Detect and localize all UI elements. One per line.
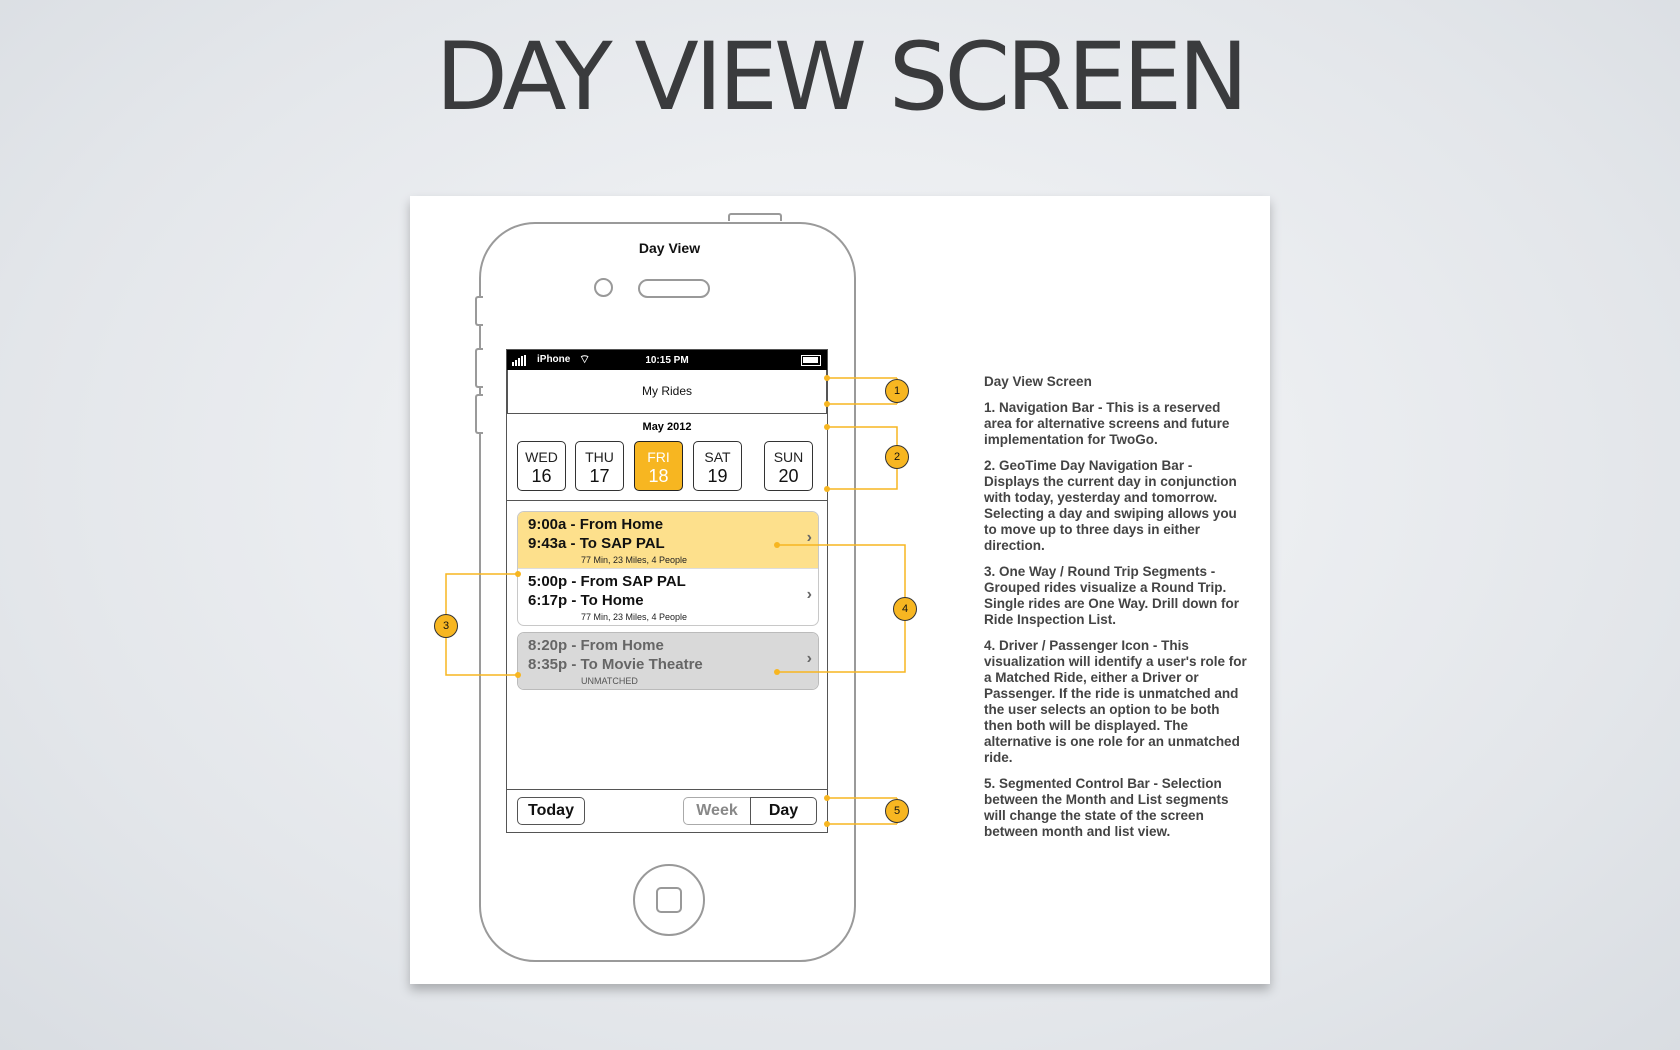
one-way-group xyxy=(517,632,819,690)
day-date: 19 xyxy=(707,466,728,486)
speaker-icon xyxy=(638,279,710,298)
description-heading: Day View Screen xyxy=(984,374,1092,389)
month-label: May 2012 xyxy=(642,421,692,433)
day-button-wed[interactable] xyxy=(517,441,566,491)
day-name: FRI xyxy=(647,449,670,465)
day-button-thu[interactable] xyxy=(575,441,624,491)
chevron-right-icon: › xyxy=(806,529,812,546)
status-time: 10:15 PM xyxy=(645,355,689,366)
description-item: 3. One Way / Round Trip Segments - Grouped rides visualize a Round Trip. Single rides are One Way. Drill down for Ride Inspection List. xyxy=(984,564,1240,627)
camera-icon xyxy=(594,278,613,297)
chevron-right-icon: › xyxy=(806,586,812,603)
callout-badge-3: 3 xyxy=(434,614,458,638)
description-item: 4. Driver / Passenger Icon - This visualization will identify a user's role for a Matched Ride, either a Driver or Passenger. If the ride is unmatched and the user selects an option to be both then both will be displayed. The alternative is one role for an unmatched ride. xyxy=(984,638,1247,765)
day-date: 18 xyxy=(648,466,669,486)
ride-arrival: 9:43a - To SAP PAL xyxy=(528,535,665,552)
ride-arrival: 8:35p - To Movie Theatre xyxy=(528,656,703,673)
view-segmented-control xyxy=(683,797,817,825)
divider xyxy=(507,500,827,501)
ride-status: UNMATCHED xyxy=(581,676,638,686)
ride-arrival: 6:17p - To Home xyxy=(528,592,644,609)
description-item: 1. Navigation Bar - This is a reserved area for alternative screens and future implementation for TwoGo. xyxy=(984,400,1230,447)
phone-screen xyxy=(506,349,828,833)
home-button[interactable] xyxy=(633,864,705,936)
callout-badge-1: 1 xyxy=(885,379,909,403)
chevron-right-icon: › xyxy=(806,650,812,667)
day-button-fri[interactable] xyxy=(634,441,683,491)
power-button xyxy=(728,213,782,221)
slide-title: DAY VIEW SCREEN xyxy=(435,23,1245,132)
day-date: 16 xyxy=(531,466,552,486)
carrier-label: iPhone xyxy=(537,354,571,365)
day-segment[interactable]: Day xyxy=(750,797,817,825)
day-date: 20 xyxy=(778,466,799,486)
day-name: THU xyxy=(585,449,614,465)
status-bar xyxy=(507,350,827,370)
day-button-sun[interactable] xyxy=(764,441,813,491)
round-trip-group xyxy=(517,511,819,626)
callout-badge-2: 2 xyxy=(885,445,909,469)
ride-row[interactable] xyxy=(518,568,818,625)
ride-departure: 9:00a - From Home xyxy=(528,516,664,533)
segmented-control-bar xyxy=(507,789,827,833)
ride-departure: 8:20p - From Home xyxy=(528,637,664,654)
navbar-title: My Rides xyxy=(641,384,692,398)
ride-departure: 5:00p - From SAP PAL xyxy=(528,573,686,590)
day-name: SAT xyxy=(704,449,731,465)
today-button[interactable]: Today xyxy=(517,797,585,825)
phone-label: Day View xyxy=(638,240,701,256)
day-button-sat[interactable] xyxy=(693,441,742,491)
day-name: WED xyxy=(525,449,558,465)
description-panel xyxy=(984,374,1249,850)
day-navigation-bar xyxy=(517,441,817,491)
day-date: 17 xyxy=(589,466,610,486)
callout-badge-5: 5 xyxy=(885,799,909,823)
ride-row[interactable] xyxy=(518,512,818,568)
wifi-icon: ⌔ xyxy=(579,352,591,366)
mute-switch xyxy=(475,296,483,326)
ride-meta: 77 Min, 23 Miles, 4 People xyxy=(581,555,688,565)
ride-meta: 77 Min, 23 Miles, 4 People xyxy=(581,612,688,622)
day-name: SUN xyxy=(773,449,804,465)
ride-row-unmatched[interactable] xyxy=(518,633,818,689)
volume-down-button xyxy=(475,394,483,434)
battery-icon xyxy=(801,355,821,366)
description-item: 5. Segmented Control Bar - Selection between the Month and List segments will change the state of the screen between month and list view. xyxy=(984,776,1229,839)
description-item: 2. GeoTime Day Navigation Bar - Displays the current day in conjunction with today, yesterday and tomorrow. Selecting a day and swiping allows you to move up to three days in either direction. xyxy=(984,458,1237,553)
week-segment[interactable]: Week xyxy=(683,797,750,825)
wireframe-sheet xyxy=(410,196,1270,984)
volume-up-button xyxy=(475,348,483,388)
home-square-icon xyxy=(656,887,682,913)
navigation-bar xyxy=(507,370,827,414)
callout-badge-4: 4 xyxy=(893,597,917,621)
